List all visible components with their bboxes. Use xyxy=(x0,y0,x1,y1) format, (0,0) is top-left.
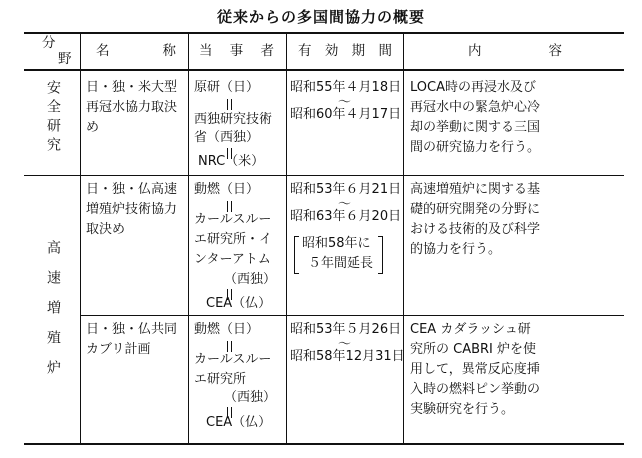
header-period: 有 効 期 間 xyxy=(298,43,392,59)
row3-party-5: CEA（仏） xyxy=(206,415,272,430)
row1-party-1: 原研（日） xyxy=(194,80,260,95)
col-rule-1 xyxy=(80,33,81,444)
col-rule-4 xyxy=(403,33,404,444)
bottom-border xyxy=(24,443,624,445)
header-name: 名 称 xyxy=(96,43,176,59)
row3-period-tilde: ～ xyxy=(338,337,352,352)
row2-party-3: エ研究所・イ xyxy=(194,232,273,247)
field-safety-research: 安全研究 xyxy=(45,80,61,156)
row2-content-line2: 礎的研究開発の分野に xyxy=(410,202,541,217)
row3-party-3: エ研究所 xyxy=(194,372,247,387)
row1-party-3: 省（西独） xyxy=(194,130,260,145)
row2-content-line4: 的協力を行う。 xyxy=(410,242,502,257)
row1-content-line1: LOCA時の再浸水及び xyxy=(410,80,536,95)
row3-content-line3: 用して，異常反応度挿 xyxy=(410,362,540,377)
row1-content-line2: 再冠水中の緊急炉心冷 xyxy=(410,100,541,115)
top-border xyxy=(24,32,624,34)
row3-party-1: 動燃（日） xyxy=(194,322,260,337)
row1-content-line4: 間の研究協力を行う。 xyxy=(410,140,541,155)
row2-content-line1: 高速増殖炉に関する基 xyxy=(410,182,541,197)
table-title: 従来からの多国間協力の概要 xyxy=(216,8,425,26)
row1-name-line2: 再冠水協力取決 xyxy=(86,100,178,115)
row2-party-1: 動燃（日） xyxy=(194,182,260,197)
row3-party-4: （西独） xyxy=(224,390,277,405)
field-fast-breeder: 高速増殖炉 xyxy=(45,240,61,390)
row2-name-line2: 増殖炉技術協力 xyxy=(86,202,178,217)
header-parties: 当 事 者 xyxy=(199,43,274,59)
row-rule-2 xyxy=(80,315,624,316)
row2-period-end: 昭和63年６月20日 xyxy=(290,209,402,224)
row1-period-end: 昭和60年４月17日 xyxy=(290,107,402,122)
row2-party-4: ンターアトム xyxy=(194,252,271,267)
col-rule-2 xyxy=(188,33,189,444)
header-rule xyxy=(24,69,624,71)
row2-name-line1: 日・独・仏高速 xyxy=(86,182,178,197)
row1-name-line3: め xyxy=(86,120,100,135)
row3-content-line5: 実験研究を行う。 xyxy=(410,402,515,417)
row1-content-line3: 却の挙動に関する三国 xyxy=(410,120,541,135)
row2-party-5: （西独） xyxy=(224,272,277,287)
row2-period-note1: 昭和58年に xyxy=(302,236,371,251)
row2-period-tilde: ～ xyxy=(338,197,352,212)
row3-name-line2: カブリ計画 xyxy=(86,342,151,357)
row2-name-line3: 取決め xyxy=(86,222,126,237)
row2-party-6: CEA（仏） xyxy=(206,296,272,311)
row2-content-line3: おける技術的及び科学 xyxy=(410,222,541,237)
row3-period-end: 昭和58年12月31日 xyxy=(290,349,405,364)
header-field-top: 分 xyxy=(42,35,56,51)
row3-content-line4: 入時の燃料ピン挙動の xyxy=(410,382,541,397)
row1-party-4: NRC（米） xyxy=(198,154,265,169)
row3-content-line1: CEA カダラッシュ研 xyxy=(410,322,531,337)
row2-note-bracket-left xyxy=(294,236,299,274)
row1-link-1 xyxy=(227,99,232,110)
row3-name-line1: 日・独・仏共同 xyxy=(86,322,178,337)
row2-period-note2: ５年間延長 xyxy=(308,256,374,271)
row3-period-start: 昭和53年５月26日 xyxy=(290,322,402,337)
row2-note-bracket-right xyxy=(378,236,383,274)
header-field-bottom: 野 xyxy=(58,51,72,67)
row1-period-tilde: ～ xyxy=(338,95,352,110)
row1-name-line1: 日・独・米大型 xyxy=(86,80,178,95)
row2-party-2: カールスルー xyxy=(194,212,272,227)
row-rule-1 xyxy=(24,175,624,176)
row1-period-start: 昭和55年４月18日 xyxy=(290,80,402,95)
row2-period-start: 昭和53年６月21日 xyxy=(290,182,402,197)
col-rule-3 xyxy=(286,33,287,444)
row3-party-2: カールスルー xyxy=(194,352,272,367)
header-content: 内 容 xyxy=(468,43,562,59)
row1-party-2: 西独研究技術 xyxy=(194,112,273,127)
row3-content-line2: 究所の CABRI 炉を使 xyxy=(410,342,537,357)
